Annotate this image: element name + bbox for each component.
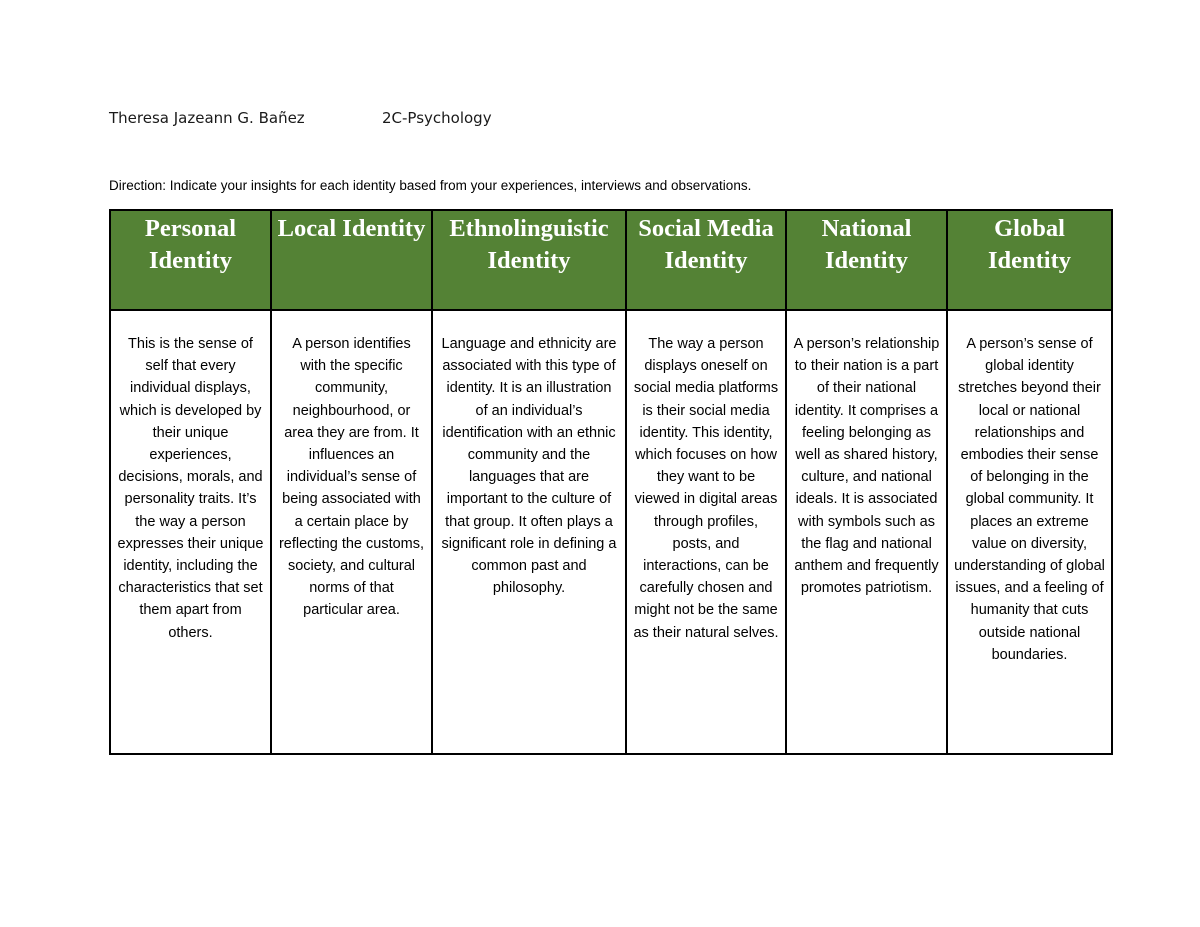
- student-name: Theresa Jazeann G. Bañez: [109, 109, 305, 127]
- cell-personal-identity: This is the sense of self that every individual displays, which is developed by their unique experiences, decisions, morals, and personality traits. It’s the way a person expresses their unique identity, including the characteristics that set them apart from others.: [110, 310, 271, 754]
- table-row: [110, 310, 1112, 754]
- document-header: [109, 109, 492, 127]
- course-label: 2C-Psychology: [382, 109, 492, 127]
- cell-local-identity: A person identifies with the specific community, neighbourhood, or area they are from. It influences an individual’s sense of being associated with a certain place by reflecting the customs, society, and cultural norms of that particular area.: [271, 310, 432, 754]
- column-header-national-identity: National Identity: [786, 210, 947, 310]
- column-header-social-media-identity: Social Media Identity: [626, 210, 786, 310]
- direction-text: Direction: Indicate your insights for each identity based from your experiences, interviews and observations.: [109, 178, 752, 193]
- cell-ethnolinguistic-identity: Language and ethnicity are associated with this type of identity. It is an illustration of an individual’s identification with an ethnic community and the languages that are important to the culture of that group. It often plays a significant role in defining a common past and philosophy.: [432, 310, 626, 754]
- table-header-row: [110, 210, 1112, 310]
- column-header-ethnolinguistic-identity: Ethnolinguistic Identity: [432, 210, 626, 310]
- cell-social-media-identity: The way a person displays oneself on social media platforms is their social media identity. This identity, which focuses on how they want to be viewed in digital areas through profiles, posts, and interactions, can be carefully chosen and might not be the same as their natural selves.: [626, 310, 786, 754]
- column-header-local-identity: Local Identity: [271, 210, 432, 310]
- cell-national-identity: A person’s relationship to their nation is a part of their national identity. It comprises a feeling belonging as well as shared history, culture, and national ideals. It is associated with symbols such as the flag and national anthem and frequently promotes patriotism.: [786, 310, 947, 754]
- column-header-global-identity: Global Identity: [947, 210, 1112, 310]
- column-header-personal-identity: Personal Identity: [110, 210, 271, 310]
- cell-global-identity: A person’s sense of global identity stretches beyond their local or national relationships and embodies their sense of belonging in the global community. It places an extreme value on diversity, understanding of global issues, and a feeling of humanity that cuts outside national boundaries.: [947, 310, 1112, 754]
- identity-table: [109, 209, 1113, 755]
